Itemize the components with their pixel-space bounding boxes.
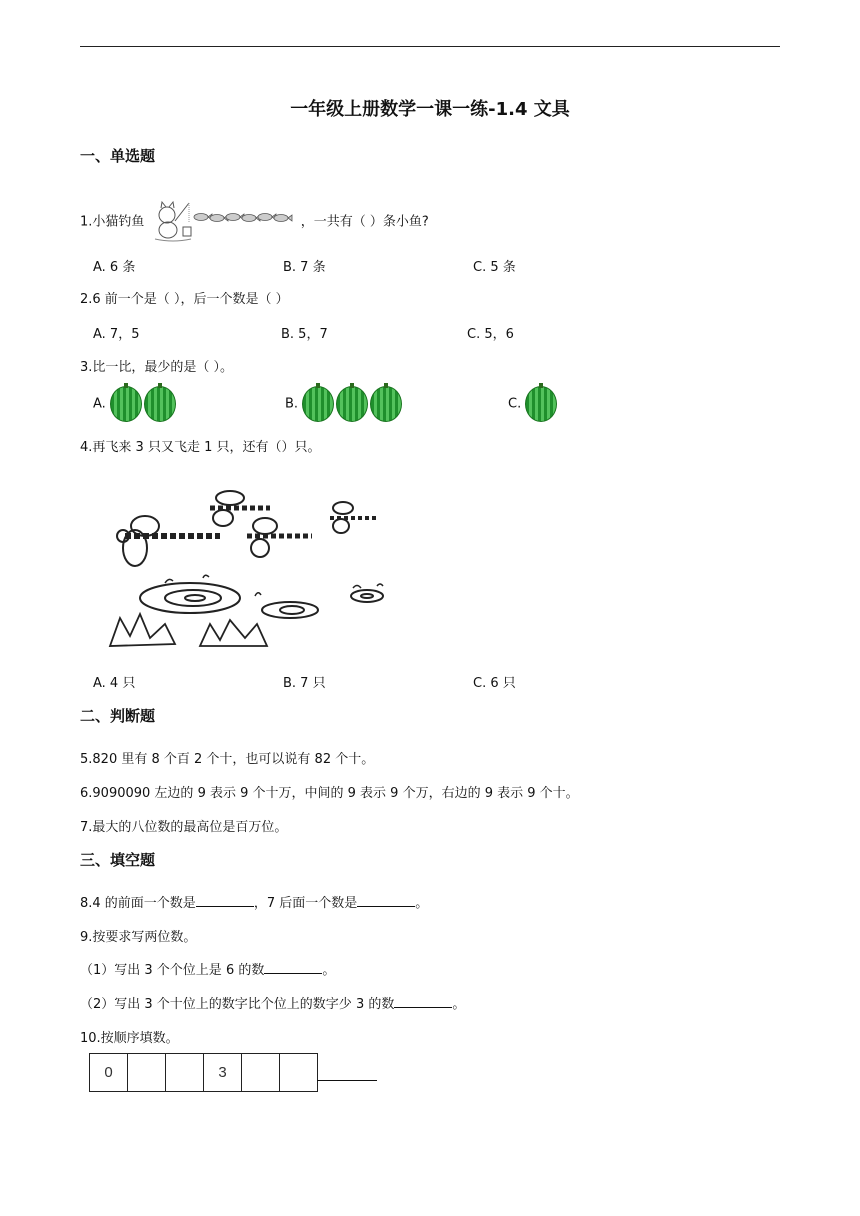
question-8-part-b: ，7 后面一个数是 <box>253 896 358 911</box>
sequence-cell[interactable] <box>280 1054 317 1091</box>
answer-blank[interactable] <box>317 1080 377 1081</box>
question-10: 10.按顺序填数。 <box>80 1031 179 1046</box>
watermelon-icon <box>110 386 142 422</box>
sequence-cell[interactable]: 0 <box>90 1054 128 1091</box>
answer-blank[interactable] <box>394 995 452 1008</box>
q4-option-a[interactable]: A. 4 只 <box>93 676 136 691</box>
answer-blank[interactable] <box>264 961 322 974</box>
question-1-pre: 1.小猫钓鱼 <box>80 214 145 230</box>
q3-option-b[interactable] <box>285 386 404 422</box>
question-8 <box>80 892 428 911</box>
question-5: 5.820 里有 8 个百 2 个十，也可以说有 82 个十。 <box>80 752 375 767</box>
question-1 <box>80 197 429 247</box>
question-3: 3.比一比，最少的是（ ）。 <box>80 360 234 375</box>
question-6: 6.9090090 左边的 9 表示 9 个十万，中间的 9 表示 9 个万，右边的 9 表示 9 个十。 <box>80 786 579 801</box>
question-9-sub-1-text: （1）写出 3 个个位上是 6 的数 <box>80 963 265 978</box>
section-true-false: 二、判断题 <box>80 707 156 725</box>
q3-option-a-label: A. <box>93 396 106 412</box>
page-title: 一年级上册数学一课一练-1.4 文具 <box>290 99 570 120</box>
q1-option-b[interactable]: B. 7 条 <box>283 260 326 275</box>
watermelon-icon <box>370 386 402 422</box>
q2-option-c[interactable]: C. 5，6 <box>467 327 514 342</box>
question-7: 7.最大的八位数的最高位是百万位。 <box>80 820 288 835</box>
section-single-choice: 一、单选题 <box>80 147 156 165</box>
sequence-cell[interactable] <box>242 1054 280 1091</box>
q3-option-b-label: B. <box>285 396 299 412</box>
q3-option-c-label: C. <box>508 396 522 412</box>
section-fill-blank: 三、填空题 <box>80 851 156 869</box>
cat-fishing-image <box>153 197 293 247</box>
question-8-part-c: 。 <box>415 896 429 911</box>
question-9-sub-2 <box>80 993 465 1012</box>
watermelon-icon <box>144 386 176 422</box>
q4-option-b[interactable]: B. 7 只 <box>283 676 326 691</box>
watermelon-icon <box>525 386 557 422</box>
question-9-sub-1-end: 。 <box>322 963 336 978</box>
q4-option-c[interactable]: C. 6 只 <box>473 676 516 691</box>
q1-option-c[interactable]: C. 5 条 <box>473 260 516 275</box>
q3-option-a[interactable] <box>93 386 178 422</box>
question-9-sub-2-text: （2）写出 3 个十位上的数字比个位上的数字少 3 的数 <box>80 997 395 1012</box>
dragonfly-pond-image <box>105 486 400 655</box>
answer-blank[interactable] <box>357 894 415 907</box>
number-sequence-grid <box>89 1053 318 1092</box>
sequence-cell[interactable]: 3 <box>204 1054 242 1091</box>
question-9: 9.按要求写两位数。 <box>80 930 197 945</box>
q2-option-a[interactable]: A. 7，5 <box>93 327 140 342</box>
question-1-post: ，一共有（ ）条小鱼? <box>300 214 429 230</box>
watermelon-icon <box>336 386 368 422</box>
q2-option-b[interactable]: B. 5，7 <box>281 327 328 342</box>
sequence-cell[interactable] <box>128 1054 166 1091</box>
sequence-cell[interactable] <box>166 1054 204 1091</box>
question-9-sub-2-end: 。 <box>452 997 466 1012</box>
question-2: 2.6 前一个是（ ），后一个数是（ ） <box>80 292 289 307</box>
watermelon-icon <box>302 386 334 422</box>
question-8-part-a: 8.4 的前面一个数是 <box>80 896 196 911</box>
header-rule <box>80 46 780 47</box>
q1-option-a[interactable]: A. 6 条 <box>93 260 136 275</box>
q3-option-c[interactable] <box>508 386 559 422</box>
question-9-sub-1 <box>80 959 335 978</box>
answer-blank[interactable] <box>196 894 254 907</box>
question-4: 4.再飞来 3 只又飞走 1 只，还有（）只。 <box>80 440 321 455</box>
